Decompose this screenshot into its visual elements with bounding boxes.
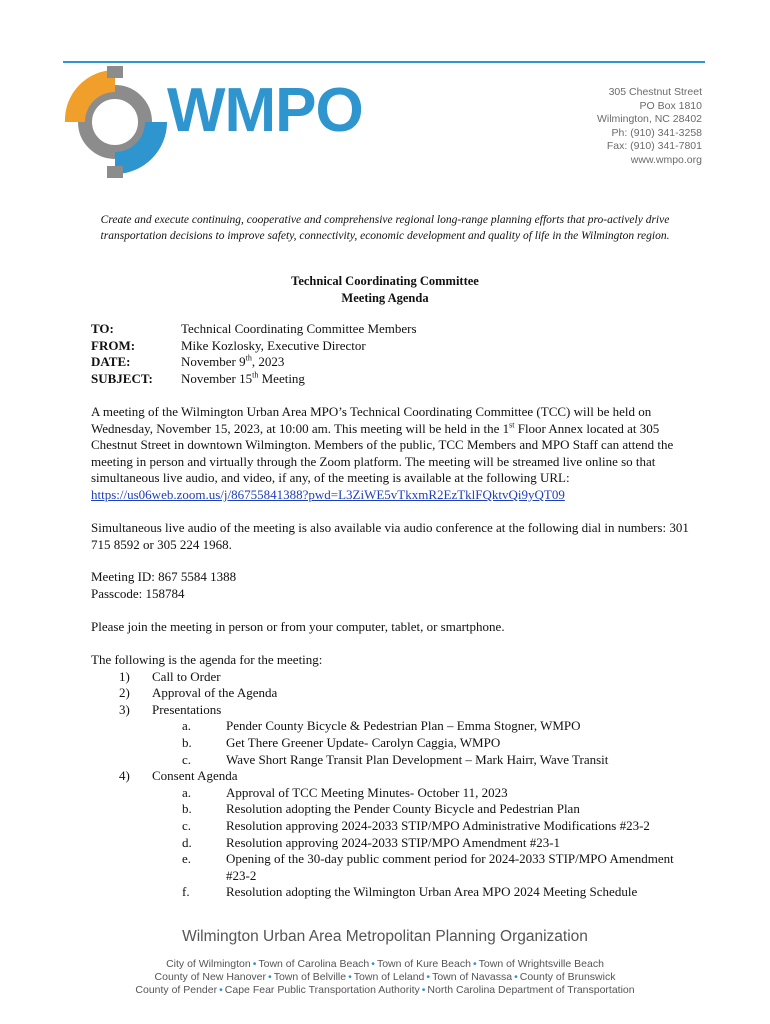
agenda-subitem [91, 785, 691, 802]
memo-subject-sup: th [252, 370, 259, 380]
member-name: Town of Belville [273, 971, 347, 983]
address-street: 305 Chestnut Street [608, 86, 702, 98]
title-line-1: Technical Coordinating Committee [291, 274, 479, 288]
join-instructions: Please join the meeting in person or from your computer, tablet, or smartphone. [91, 619, 505, 634]
agenda-intro: The following is the agenda for the meeting: [91, 652, 323, 667]
agenda-item [91, 669, 691, 686]
memo-date-value [181, 354, 284, 371]
agenda-subitem [91, 718, 691, 735]
address-block [597, 86, 702, 168]
agenda-subitem-letter: b. [182, 734, 192, 750]
member-name: North Carolina Department of Transportation [427, 984, 635, 996]
agenda [91, 652, 691, 901]
agenda-subitem-label: Opening of the 30-day public comment period for 2024-2033 STIP/MPO Amendment #23-2 [226, 851, 674, 883]
agenda-subitem-letter: f. [182, 884, 190, 900]
footer-members-line-3 [0, 984, 770, 997]
bullet-icon: • [514, 971, 518, 983]
member-name: Town of Kure Beach [376, 958, 471, 970]
meeting-credentials [91, 569, 691, 602]
agenda-subitem-label: Get There Greener Update- Carolyn Caggia, WMPO [226, 734, 501, 750]
memo-to-label: TO: [91, 321, 114, 336]
zoom-link[interactable]: https://us06web.zoom.us/j/86755841388?pwd=L3ZiWE5vTkxmR2EzTklFQktvQi9yQT09 [91, 486, 565, 502]
agenda-subitem [91, 851, 691, 884]
agenda-item-number: 3) [119, 701, 130, 717]
agenda-item-label: Consent Agenda [152, 768, 238, 784]
member-name: Town of Carolina Beach [258, 958, 370, 970]
agenda-item-label: Presentations [152, 701, 222, 717]
footer-members-line-1 [0, 958, 770, 971]
memo-to-row [91, 321, 417, 338]
memo-date-row [91, 354, 417, 371]
agenda-subitem-letter: e. [182, 851, 192, 867]
wmpo-logo [63, 66, 363, 178]
address-fax: Fax: (910) 341-7801 [606, 140, 702, 153]
agenda-item-label: Approval of the Agenda [152, 685, 278, 701]
member-name: County of Brunswick [519, 971, 616, 983]
agenda-item-number: 1) [119, 668, 130, 684]
memo-to-value: Technical Coordinating Committee Members [181, 321, 417, 336]
agenda-item [91, 768, 691, 785]
memo-subject-post: Meeting [258, 370, 305, 386]
address-phone: Ph: (910) 341-3258 [611, 126, 702, 139]
agenda-subitem-letter: d. [182, 834, 192, 850]
bullet-icon: • [371, 958, 375, 970]
memo-subject-row [91, 371, 417, 388]
member-name: Town of Leland [353, 971, 425, 983]
agenda-subitem-label: Pender County Bicycle & Pedestrian Plan – Emma Stogner, WMPO [226, 718, 581, 734]
document-title [0, 273, 770, 306]
memo-date-post: , 2023 [251, 354, 285, 370]
member-name: Cape Fear Public Transportation Authority [224, 984, 420, 996]
bullet-icon: • [426, 971, 431, 983]
bullet-icon: • [472, 958, 477, 970]
agenda-subitem [91, 884, 691, 901]
agenda-subitem [91, 752, 691, 769]
memo-date-sup: th [245, 353, 252, 363]
bullet-icon: • [348, 971, 352, 983]
memo-from-row [91, 338, 417, 355]
memo-subject-label: SUBJECT: [91, 370, 153, 386]
logo-wordmark: WMPO [167, 76, 363, 145]
agenda-subitem [91, 818, 691, 835]
agenda-subitem-label: Resolution approving 2024-2033 STIP/MPO Amendment #23-1 [226, 834, 561, 850]
member-name: Town of Navassa [432, 971, 513, 983]
address-city: Wilmington, NC 28402 [596, 113, 702, 126]
footer-organization: Wilmington Urban Area Metropolitan Planning Organization [182, 928, 588, 945]
address-po-box: PO Box 1810 [639, 99, 702, 112]
bullet-icon: • [268, 971, 272, 983]
memo-subject-pre: November 15 [181, 370, 253, 386]
agenda-subitem-label: Resolution adopting the Wilmington Urban Area MPO 2024 Meeting Schedule [226, 884, 638, 900]
address-website: www.wmpo.org [630, 153, 702, 166]
agenda-subitem [91, 735, 691, 752]
agenda-subitem-label: Resolution approving 2024-2033 STIP/MPO Administrative Modifications #23-2 [226, 817, 650, 833]
mission-statement: Create and execute continuing, cooperative and comprehensive regional long-range planning efforts that pro-actively drive transportation decisions to improve safety, connectivity, economic development and quality of life in the Wilmington region. [100, 214, 670, 242]
agenda-subitem [91, 835, 691, 852]
memo-date-pre: November 9 [181, 354, 246, 370]
agenda-item [91, 685, 691, 702]
para1-post: Floor Annex located at 305 Chestnut Street in downtown Wilmington. Members of the public, TCC Members and MPO Staff can attend the meeting in person and virtually through the Zoom platform. The meeting will be streamed live online so that simultaneous live audio, and video, if any, of the meeting is available at the following URL: [91, 420, 674, 486]
memo-from-label: FROM: [91, 337, 136, 353]
member-name: City of Wilmington [166, 958, 251, 970]
agenda-subitem-letter: c. [182, 751, 192, 767]
agenda-subitem-letter: a. [182, 784, 192, 800]
meeting-id: Meeting ID: 867 5584 1388 [91, 569, 237, 584]
agenda-subitem-label: Resolution adopting the Pender County Bicycle and Pedestrian Plan [226, 801, 580, 817]
agenda-subitem-label: Approval of TCC Meeting Minutes- October 11, 2023 [226, 784, 508, 800]
para1-pre: A meeting of the Wilmington Urban Area MPO’s Technical Coordinating Committee (TCC) will be held on Wednesday, November 15, 2023, at 10:00 am. This meeting will be held in the 1 [91, 404, 652, 436]
agenda-item-label: Call to Order [152, 668, 221, 684]
meeting-passcode: Passcode: 158784 [91, 585, 185, 601]
agenda-item [91, 702, 691, 719]
memo-header [91, 321, 417, 387]
agenda-item-number: 4) [119, 768, 130, 784]
bullet-icon: • [252, 958, 257, 970]
member-name: County of Pender [135, 984, 218, 996]
memo-from-value: Mike Kozlosky, Executive Director [181, 337, 366, 353]
agenda-subitem-letter: b. [182, 801, 192, 817]
agenda-item-number: 2) [119, 685, 130, 701]
memo-date-label: DATE: [91, 354, 131, 370]
agenda-subitem-label: Wave Short Range Transit Plan Development – Mark Hairr, Wave Transit [226, 751, 609, 767]
agenda-subitem-letter: c. [182, 817, 192, 833]
footer-members-line-2 [0, 971, 770, 984]
title-line-2: Meeting Agenda [341, 290, 429, 305]
header-rule [63, 61, 705, 63]
member-name: Town of Wrightsville Beach [478, 958, 604, 970]
agenda-subitem [91, 801, 691, 818]
audio-conference-paragraph: Simultaneous live audio of the meeting is also available via audio conference at the following dial in numbers: 301 715 8592 or 305 224 1968. [91, 520, 689, 552]
bullet-icon: • [219, 984, 223, 996]
memo-subject-value [181, 371, 305, 388]
agenda-subitem-letter: a. [182, 718, 192, 734]
wmpo-emblem-icon [63, 66, 167, 178]
meeting-details-paragraph [91, 404, 691, 504]
bullet-icon: • [421, 984, 426, 996]
footer-members [0, 958, 770, 997]
member-name: County of New Hanover [154, 971, 267, 983]
para1-sup: st [509, 420, 515, 430]
